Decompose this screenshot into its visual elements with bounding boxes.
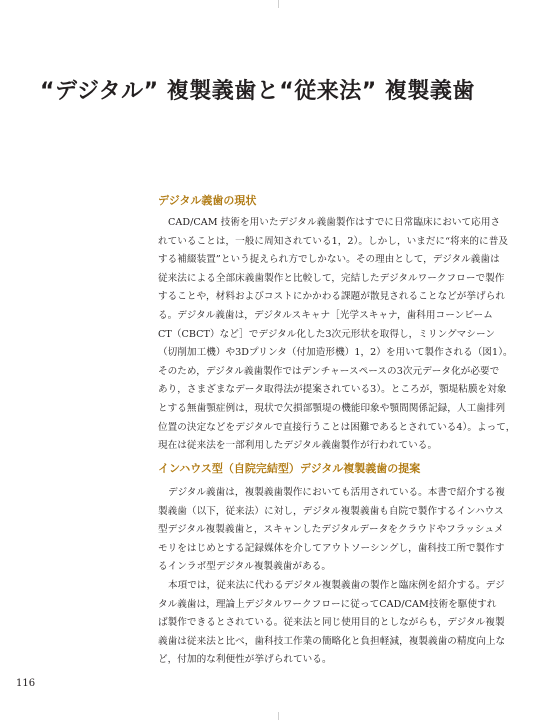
body-line: そのため，デジタル義歯製作ではデンチャースペースの3次元データ化が必要で (158, 365, 500, 377)
body-line: 従来法による全部床義歯製作と比較して，完結したデジタルワークフローで製作 (158, 272, 505, 284)
body-line: 義歯は従来法と比べ，歯科技工作業の簡略化と負担軽減，複製義歯の精度向上な (158, 635, 506, 647)
body-line: る。デジタル義歯は，デジタルスキャナ［光学スキャナ，歯科用コーンビーム (158, 309, 493, 321)
body-line: CAD/CAM 技術を用いたデジタル義歯製作はすでに日常臨床において応用さ (168, 217, 501, 228)
body-line: とする無歯顎症例は，現状で欠損部顎堤の機能印象や顎間関係記録，人工歯排列 (158, 402, 506, 414)
section-heading-digital-denture-status: デジタル義歯の現状 (158, 194, 257, 207)
section-body-digital-denture-status (158, 214, 518, 456)
bottom-crop-mark (278, 712, 279, 720)
body-line: ど，付加的な利便性が挙げられている。 (158, 654, 332, 666)
section-body-inhouse-digital-duplicate (158, 484, 518, 670)
body-line: 型デジタル複製義歯と，スキャンしたデジタルデータをクラウドやフラッシュメ (158, 524, 504, 536)
body-line: れていることは，一般に周知されている1，2）。しかし，いまだに“将来的に普及 (158, 235, 508, 247)
body-line: する補綴装置”という捉えられ方でしかない。その理由として，デジタル義歯は (158, 254, 500, 266)
body-line: あり，さまざまなデータ取得法が提案されている3）。ところが，顎堤粘膜を対象 (158, 384, 507, 396)
page-number: 116 (16, 678, 36, 689)
body-line: 現在は従来法を一部利用したデジタル義歯製作が行われている。 (158, 440, 438, 452)
body-line: モリをはじめとする記録媒体を介してアウトソーシングし，歯科技工所で製作す (158, 542, 505, 554)
body-line: ば製作できるとされている。従来法と同じ使用目的としながらも，デジタル複製 (158, 617, 505, 629)
section-heading-inhouse-digital-duplicate: インハウス型（自院完結型）デジタル複製義歯の提案 (158, 462, 421, 475)
body-line: 製義歯（以下，従来法）に対し，デジタル複製義歯も自院で製作するインハウス (158, 505, 504, 517)
body-line: することや，材料およびコストにかかわる課題が散見されることなどが挙げられ (158, 291, 505, 303)
body-line: デジタル義歯は，複製義歯製作においても活用されている。本書で紹介する複 (168, 487, 505, 498)
body-line: るインラボ型デジタル複製義歯がある。 (158, 561, 332, 573)
body-line: 本項では，従来法に代わるデジタル複製義歯の製作と臨床例を紹介する。デジ (168, 579, 505, 591)
body-line: （切削加工機）や3Dプリンタ（付加造形機）1，2）を用いて製作される（図1）。 (158, 347, 513, 359)
body-line: タル義歯は，理論上デジタルワークフローに従ってCAD/CAM技術を駆使すれ (158, 598, 497, 610)
top-crop-mark (278, 0, 279, 8)
body-line: 位置の決定などをデジタルで直接行うことは困難であるとされている4）。よって， (158, 421, 516, 433)
page-title: “デジタル” 複製義歯と“従来法” 複製義歯 (40, 79, 475, 104)
body-line: CT（CBCT）など］でデジタル化した3次元形状を取得し，ミリングマシーン (158, 328, 496, 340)
